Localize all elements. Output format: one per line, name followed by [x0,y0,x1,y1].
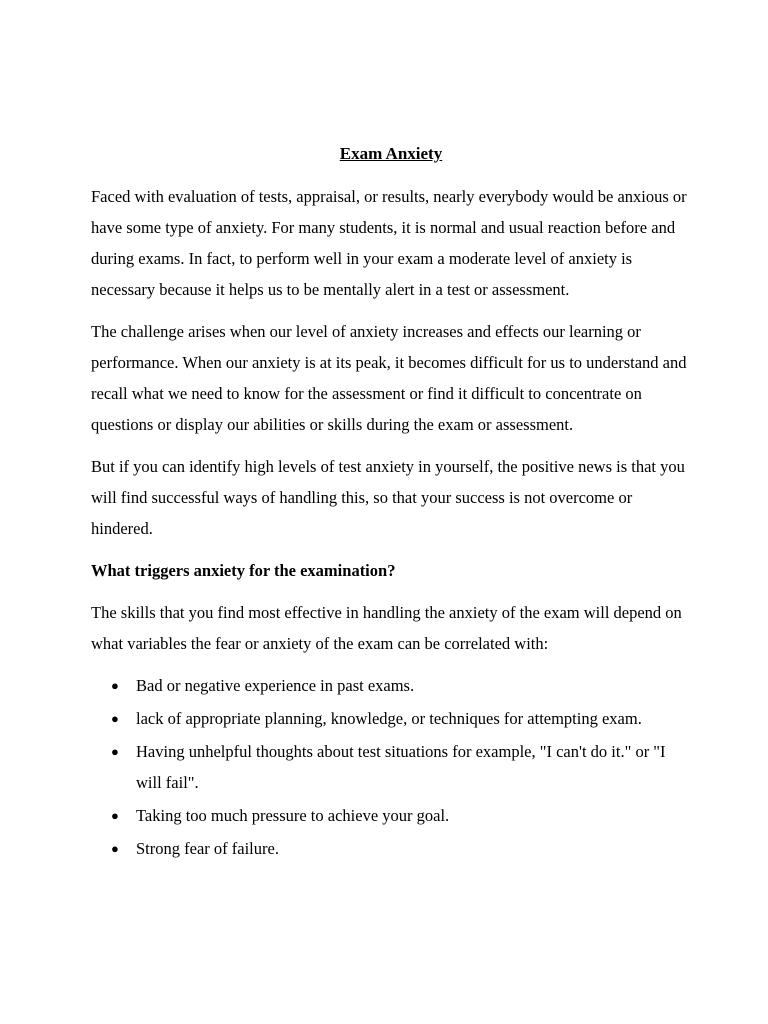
list-item-text: lack of appropriate planning, knowledge, or techniques for attempting exam. [136,709,642,728]
paragraph-positive-news: But if you can identify high levels of test anxiety in yourself, the positive news is that you will find successful ways of handling this, so that your success is not overcome or hindered. [91,457,685,538]
list-item-text: Bad or negative experience in past exams. [136,676,415,695]
paragraph-intro: Faced with evaluation of tests, appraisal, or results, nearly everybody would be anxious or have some type of anxiety. For many students, it is normal and usual reaction before and during exams. In fact, to perform well in your exam a moderate level of anxiety is necessary because it helps us to be mentally alert in a test or assessment. [91,187,687,299]
document-title: Exam Anxiety [339,144,443,163]
document-body [91,138,691,866]
trigger-list [91,670,691,864]
list-item-text: Taking too much pressure to achieve your goal. [136,806,450,825]
paragraph-challenge: The challenge arises when our level of anxiety increases and effects our learning or performance. When our anxiety is at its peak, it becomes difficult for us to understand and recall what we need to know for the assessment or find it difficult to concentrate on questions or display our abilities or skills during the exam or assessment. [91,322,687,434]
section-heading: What triggers anxiety for the examination? [91,561,396,580]
bullet-icon: ● [111,678,119,693]
section-paragraph: The skills that you find most effective in handling the anxiety of the exam will depend on what variables the fear or anxiety of the exam can be correlated with: [91,603,682,653]
list-item [91,833,691,864]
list-item-text: Having unhelpful thoughts about test situations for example, "I can't do it." or "I will fail". [136,742,666,792]
list-item [91,703,691,734]
bullet-icon: ● [111,841,119,856]
bullet-icon: ● [111,808,119,823]
bullet-icon: ● [111,744,119,759]
list-item [91,736,691,798]
bullet-icon: ● [111,711,119,726]
list-item [91,670,691,701]
list-item-text: Strong fear of failure. [136,839,279,858]
list-item [91,800,691,831]
